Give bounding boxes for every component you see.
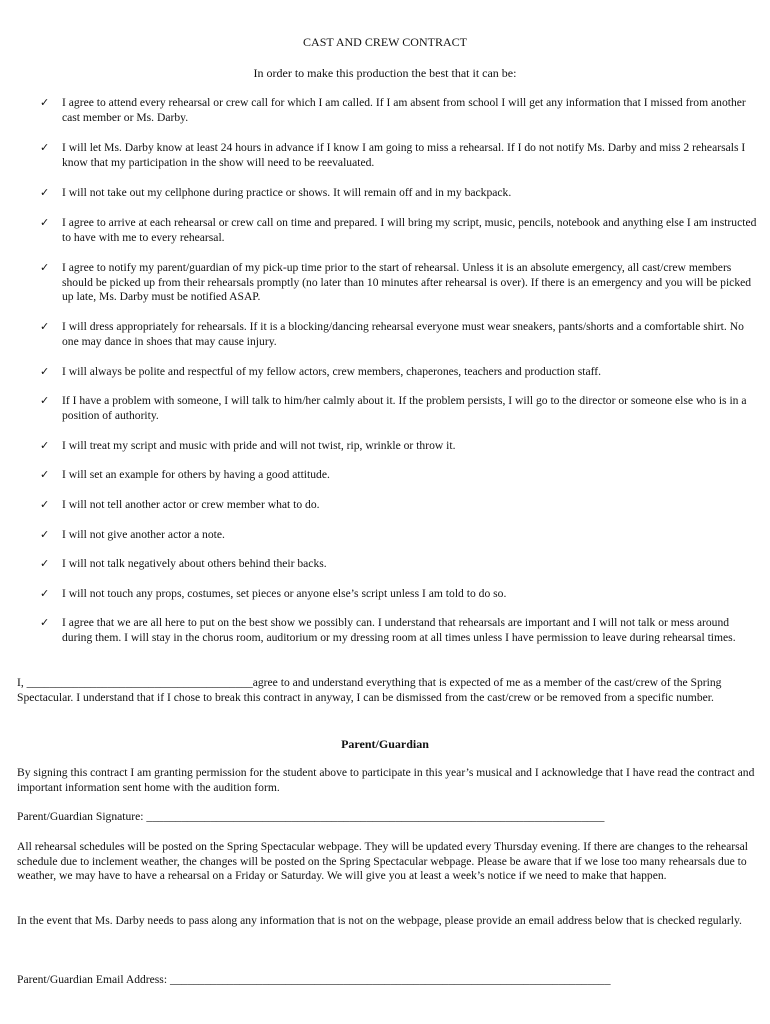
checkmark-icon: ✓ <box>40 261 50 274</box>
checkmark-icon: ✓ <box>40 498 50 511</box>
item-text: If I have a problem with someone, I will talk to him/her calmly about it. If the problem persists, I will go to the director or someone else who is in a position of authority. <box>62 394 747 422</box>
item-text: I will let Ms. Darby know at least 24 hours in advance if I know I am going to miss a rehearsal. If I do not notify Ms. Darby and miss 2 rehearsals I know that my participation in the show will need to be reevaluated. <box>62 141 746 169</box>
item-text: I will not talk negatively about others behind their backs. <box>62 557 327 570</box>
item-text: I will not take out my cellphone during practice or shows. It will remain off and in my backpack. <box>62 186 512 199</box>
item-text: I agree to arrive at each rehearsal or crew call on time and prepared. I will bring my script, music, pencils, notebook and anything else I am instructed to have with me to every rehearsal. <box>62 216 757 244</box>
intro-text: In order to make this production the best that it can be: <box>253 66 517 80</box>
checkmark-icon: ✓ <box>40 528 50 541</box>
item-text: I will always be polite and respectful of my fellow actors, crew members, chaperones, teachers and production staff. <box>62 365 602 378</box>
item-text: I will not give another actor a note. <box>62 528 225 541</box>
checkmark-icon: ✓ <box>40 216 50 229</box>
checkmark-icon: ✓ <box>40 557 50 570</box>
email-note-paragraph: In the event that Ms. Darby needs to pass along any information that is not on the webpage, please provide an email address below that is checked regularly. <box>17 914 742 927</box>
checkmark-icon: ✓ <box>40 468 50 481</box>
parent-consent-paragraph: By signing this contract I am granting permission for the student above to participate in this year’s musical and I acknowledge that I have read the contract and important information sent home with the audition form. <box>17 766 755 794</box>
checkmark-icon: ✓ <box>40 186 50 199</box>
item-text: I will not tell another actor or crew member what to do. <box>62 498 320 511</box>
item-text: I will dress appropriately for rehearsals. If it is a blocking/dancing rehearsal everyone must wear sneakers, pants/shorts and a comfortable shirt. No one may dance in shoes that may cause injury. <box>62 320 744 348</box>
agreement-paragraph: I, _______________________________________agree to and understand everything that is expected of me as a member of the cast/crew of the Spring Spectacular. I understand that if I chose to break this contract in anyway, I can be dismissed from the cast/crew or be removed from a specific number. <box>17 676 722 704</box>
item-text: I will treat my script and music with pride and will not twist, rip, wrinkle or throw it. <box>62 439 456 452</box>
checkmark-icon: ✓ <box>40 439 50 452</box>
checkmark-icon: ✓ <box>40 320 50 333</box>
item-text: I agree to attend every rehearsal or crew call for which I am called. If I am absent from school I will get any information that I missed from another cast member or Ms. Darby. <box>62 96 746 124</box>
signature-line[interactable]: Parent/Guardian Signature: _______________________________________________________________________________ <box>17 810 605 823</box>
checkmark-icon: ✓ <box>40 141 50 154</box>
email-line[interactable]: Parent/Guardian Email Address: ____________________________________________________________________________ <box>17 973 611 986</box>
item-text: I agree that we are all here to put on the best show we possibly can. I understand that rehearsals are important and I will not talk or mess around during them. I will stay in the chorus room, auditorium or my dressing room at all times unless I have permission to leave during rehearsal times. <box>62 616 736 644</box>
item-text: I will not touch any props, costumes, set pieces or anyone else’s script unless I am told to do so. <box>62 587 507 600</box>
checkmark-icon: ✓ <box>40 616 50 629</box>
item-text: I will set an example for others by having a good attitude. <box>62 468 330 481</box>
schedule-paragraph: All rehearsal schedules will be posted on the Spring Spectacular webpage. They will be updated every Thursday evening. If there are changes to the rehearsal schedule due to inclement weather, the changes will be posted on the Spring Spectacular webpage. Please be aware that if we lose too many rehearsals due to weather, we may have to have a rehearsal on a Friday or Saturday. We will give you at least a week’s notice if we need to make that happen. <box>17 840 749 883</box>
checkmark-icon: ✓ <box>40 365 50 378</box>
item-text: I agree to notify my parent/guardian of my pick-up time prior to the start of rehearsal. Unless it is an absolute emergency, all cast/crew members should be picked up from their rehearsals promptly (no later than 10 minutes after rehearsal is over). If there is an emergency and you will be picked up late, Ms. Darby must be notified ASAP. <box>62 261 752 304</box>
page-title: CAST AND CREW CONTRACT <box>303 35 467 49</box>
checkmark-icon: ✓ <box>40 96 50 109</box>
parent-guardian-heading: Parent/Guardian <box>341 737 429 751</box>
checkmark-icon: ✓ <box>40 587 50 600</box>
checkmark-icon: ✓ <box>40 394 50 407</box>
